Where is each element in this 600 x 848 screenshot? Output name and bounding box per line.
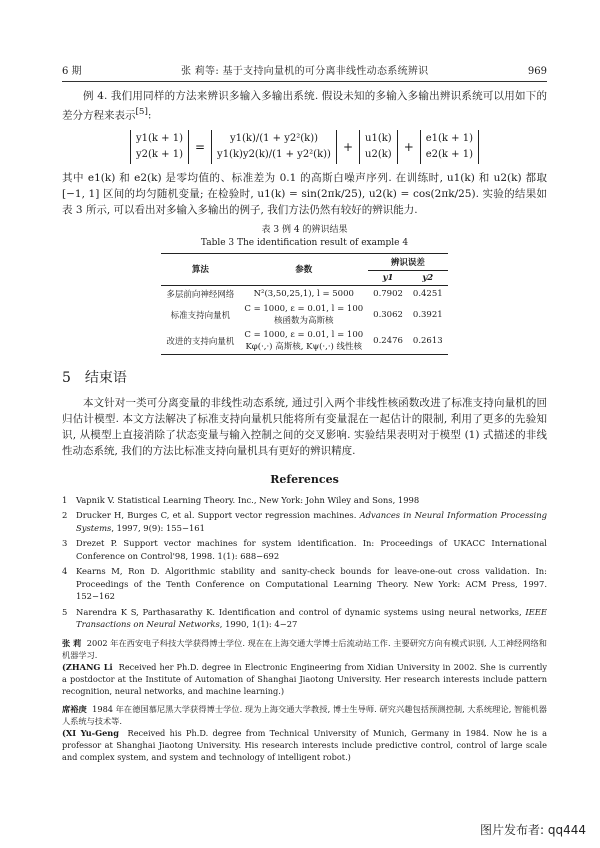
- col-y2: y2: [408, 270, 448, 285]
- section-heading: [62, 367, 547, 387]
- col-algorithm: 算法: [161, 253, 239, 285]
- author-bio-cn: 张 莉 2002 年在西安电子科技大学获得博士学位. 现在在上海交通大学博士后流动站工作. 主要研究方向有模式识别, 人工神经网络和机器学习.: [62, 637, 547, 660]
- page-number: 969: [527, 66, 547, 77]
- reference-item: 4 Kearns M, Ron D. Algorithmic stability and sanity-check bounds for leave-one-out cross validation. In: Proceedings of the Tenth Conference on Computational Learning Theory. New York: ACM Press, 1997. 152−162: [62, 566, 547, 601]
- lhs-vector: y1(k + 1) y2(k + 1): [130, 130, 189, 164]
- conclusion-paragraph: 本文针对一类可分离变量的非线性动态系统, 通过引入两个非线性核函数改进了标准支持向量机的回归估计模型. 本文方法解决了标准支持向量机只能将所有变量混在一起估计的限制, 利用了更多的先验知识, 从模型上直接消除了状态变量与输入控制之间的交叉影响. 实验结果表明对于模型 (1) 式描述的非线性动态系统, 我们的方法比标准支持向量机具有更好的辨识精度.: [62, 396, 547, 457]
- references-title: References: [270, 472, 339, 486]
- running-title: 张 莉等: 基于支持向量机的可分离非线性动态系统辨识: [180, 66, 429, 77]
- watermark: 图片发布者: qq444: [480, 823, 586, 837]
- table3-caption: 表 3 例 4 的辨识结果 Table 3 The identification result of example 4: [200, 224, 409, 248]
- difference-equation: y1(k + 1) y2(k + 1) = y1(k)/(1 + y2²(k)) y1(k)y2(k)/(1 + y2²(k)) + u1(k) u2(k) + e1(k + 1) e2(k + 1): [62, 130, 547, 164]
- table-row: 改进的支持向量机 C = 1000, ε = 0.01, l = 100 Kφ(·,·) 高斯核, Kψ(·,·) 线性核 0.2476 0.2613: [161, 328, 447, 355]
- header-rule: [62, 81, 547, 82]
- running-header: [62, 62, 547, 77]
- col-parameters: 参数: [239, 253, 368, 285]
- input-vector: u1(k) u2(k): [359, 130, 398, 164]
- table-row: 多层前向神经网络 N²(3,50,25,1), l = 5000 0.7902 0.4251: [166, 288, 443, 300]
- table3: [161, 253, 447, 355]
- reference-item: 2 Drucker H, Burges C, et al. Support vector regression machines. Advances in Neural Information Processing Systems, 1997, 9(9): 155−161: [62, 510, 547, 533]
- col-y1: y1: [368, 270, 408, 285]
- section-number: 5: [62, 369, 71, 386]
- reference-item: 5 Narendra K S, Parthasarathy K. Identification and control of dynamic systems using neural networks, IEEE Transactions on Neural Networks, 1990, 1(1): 4−27: [62, 606, 547, 629]
- paper-page: [62, 62, 547, 763]
- author-bio-en: (ZHANG Li Received her Ph.D. degree in Electronic Engineering from Xidian University in 2002. She is currently a postdoctor at the Institute of Automation of Shanghai Jiaotong University. Her research interests include pattern recognition, neural networks, and machine learning.): [62, 661, 547, 696]
- example4-description: 其中 e1(k) 和 e2(k) 是零均值的、标准差为 0.1 的高斯白噪声序列. 在训练时, u1(k) 和 u2(k) 都取 [−1, 1] 区间的均匀随机变量; 在检验时, u1(k) = sin(2πk/25), u2(k) = cos(2πk/25). 实验的结果如表 3 所示, 可以看出对多输入多输出的例子, 我们方法仍然有较好的辨识能力.: [62, 171, 547, 216]
- author-bio-en: (XI Yu-Geng Received his Ph.D. degree from Technical University of Munich, Germany in 1984. Now he is a professor at Shanghai Jiaotong University. His research interests include predictive control, control of large scale and complex system, and system and technology of intelligent robot.): [62, 727, 547, 762]
- noise-vector: e1(k + 1) e2(k + 1): [420, 130, 479, 164]
- col-error: 辨识误差: [368, 253, 448, 270]
- table-row: 标准支持向量机 C = 1000, ε = 0.01, l = 100 核函数为高斯核 0.3062 0.3921: [170, 303, 443, 326]
- reference-item: 3 Drezet P. Support vector machines for system identification. In: Proceedings of UKACC International Conference on Control'98, 1998. 1(1): 688−692: [62, 538, 547, 561]
- author-bio-cn: 席裕庚 1984 年在德国慕尼黑大学获得博士学位. 现为上海交通大学教授, 博士生导师. 研究兴趣包括预测控制, 大系统理论, 智能机器人系统与技术等.: [62, 703, 547, 726]
- nonlinear-vector: y1(k)/(1 + y2²(k)) y1(k)y2(k)/(1 + y2²(k)): [211, 130, 337, 164]
- example4-intro: 例 4. 我们用同样的方法来辨识多输入多输出系统. 假设未知的多输入多输出辨识系统可以用如下的差分方程来表示[5]:: [62, 90, 547, 122]
- reference-item: 1 Vapnik V. Statistical Learning Theory. Inc., New York: John Wiley and Sons, 1998: [62, 494, 420, 505]
- issue-number: 6 期: [62, 66, 82, 77]
- section-title: 结束语: [84, 369, 127, 386]
